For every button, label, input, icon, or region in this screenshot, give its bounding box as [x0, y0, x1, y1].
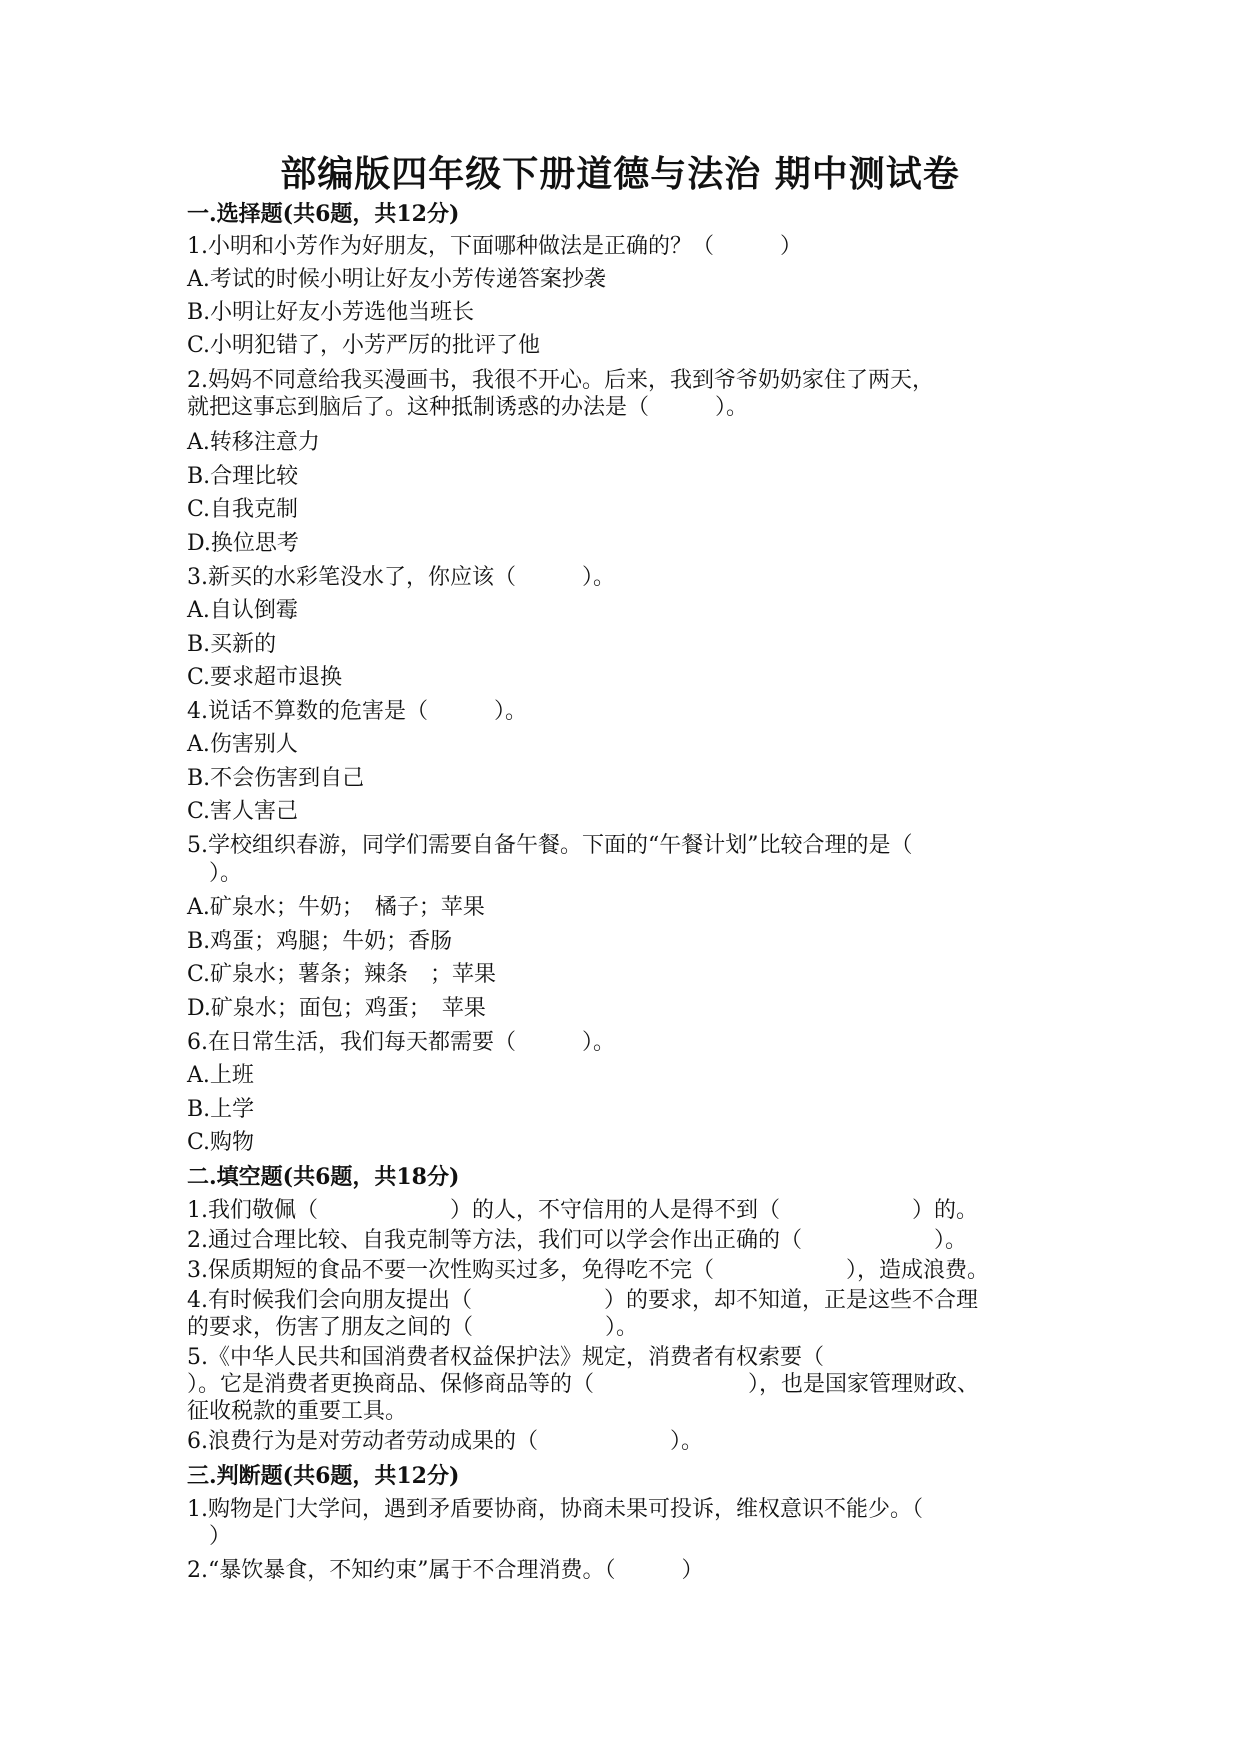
answer-option: B.鸡蛋；鸡腿；牛奶；香肠 — [187, 929, 453, 954]
question-stem: 4.说话不算数的危害是（ ）。 — [187, 699, 527, 724]
fill-blank-line: 2.通过合理比较、自我克制等方法，我们可以学会作出正确的（ ）。 — [187, 1228, 967, 1253]
fill-blank-line: 的要求，伤害了朋友之间的（ ）。 — [187, 1315, 639, 1340]
answer-option: C.小明犯错了，小芳严厉的批评了他 — [187, 333, 541, 358]
answer-option: B.合理比较 — [187, 464, 299, 489]
answer-option: D.换位思考 — [187, 531, 299, 556]
fill-blank-line: ）。它是消费者更换商品、保修商品等的（ ），也是国家管理财政、 — [187, 1372, 980, 1397]
question-stem: 1.小明和小芳作为好朋友，下面哪种做法是正确的？（ ） — [187, 234, 802, 259]
fill-blank-line: 3.保质期短的食品不要一次性购买过多，免得吃不完（ ），造成浪费。 — [187, 1258, 989, 1283]
question-stem: 5.学校组织春游，同学们需要自备午餐。下面的“午餐计划”比较合理的是（ — [187, 833, 913, 858]
true-false-line: 1.购物是门大学问，遇到矛盾要协商，协商未果可投诉，维权意识不能少。（ — [187, 1497, 923, 1522]
answer-option: A.自认倒霉 — [187, 598, 298, 623]
answer-option: B.不会伤害到自己 — [187, 766, 365, 791]
true-false-line: 2.“暴饮暴食，不知约束”属于不合理消费。（ ） — [187, 1558, 704, 1583]
question-stem: 3.新买的水彩笔没水了，你应该（ ）。 — [187, 565, 615, 590]
answer-option: C.要求超市退换 — [187, 665, 343, 690]
fill-blank-line: 5.《中华人民共和国消费者权益保护法》规定，消费者有权索要（ — [187, 1345, 824, 1370]
answer-option: A.伤害别人 — [187, 732, 298, 757]
answer-option: C.害人害己 — [187, 799, 299, 824]
section-heading-true-false: 三.判断题(共6题，共12分) — [187, 1463, 460, 1489]
question-stem-continued: 就把这事忘到脑后了。这种抵制诱惑的办法是（ ）。 — [187, 395, 749, 420]
question-stem-continued: ）。 — [187, 861, 243, 886]
answer-option: B.买新的 — [187, 632, 277, 657]
answer-option: D.矿泉水；面包；鸡蛋； 苹果 — [187, 996, 486, 1021]
question-stem: 2.妈妈不同意给我买漫画书，我很不开心。后来，我到爷爷奶奶家住了两天， — [187, 368, 934, 393]
fill-blank-line: 4.有时候我们会向朋友提出（ ）的要求，却不知道，正是这些不合理 — [187, 1288, 978, 1313]
answer-option: C.矿泉水；薯条；辣条 ；苹果 — [187, 962, 497, 987]
answer-option: A.考试的时候小明让好友小芳传递答案抄袭 — [187, 267, 606, 292]
fill-blank-line: 6.浪费行为是对劳动者劳动成果的（ ）。 — [187, 1429, 703, 1454]
section-heading-fill-blank: 二.填空题(共6题，共18分) — [187, 1164, 460, 1190]
answer-option: A.转移注意力 — [187, 430, 320, 455]
answer-option: C.自我克制 — [187, 497, 299, 522]
fill-blank-line: 征收税款的重要工具。 — [187, 1399, 408, 1424]
answer-option: C.购物 — [187, 1130, 255, 1155]
page-title: 部编版四年级下册道德与法治 期中测试卷 — [280, 153, 960, 195]
answer-option: A.矿泉水；牛奶； 橘子；苹果 — [187, 895, 485, 920]
true-false-line: ） — [187, 1524, 232, 1549]
question-stem: 6.在日常生活，我们每天都需要（ ）。 — [187, 1030, 615, 1055]
answer-option: A.上班 — [187, 1063, 254, 1088]
section-heading-choice: 一.选择题(共6题，共12分) — [187, 201, 460, 227]
answer-option: B.上学 — [187, 1097, 255, 1122]
answer-option: B.小明让好友小芳选他当班长 — [187, 300, 475, 325]
fill-blank-line: 1.我们敬佩（ ）的人，不守信用的人是得不到（ ）的。 — [187, 1198, 978, 1223]
